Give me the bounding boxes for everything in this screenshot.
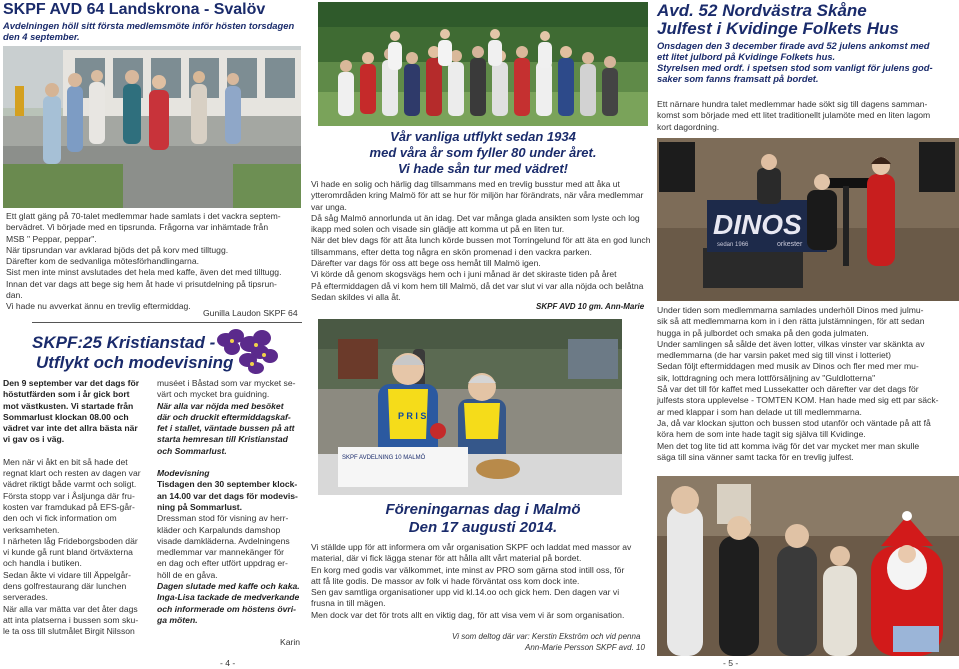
- paragraph-line: material, där vi fick lägga stenar för att hålla allt vårt material på bordet.: [311, 553, 582, 564]
- paragraph-line: an 14.00 var det dags för modevis-: [157, 490, 298, 501]
- paragraph-line: bervädret. Vi började med en tipsrunda. Frågorna var inhämtade från: [6, 222, 269, 233]
- page-number-right: - 5 -: [723, 658, 739, 668]
- article-title-utflykt-line2: med våra år som fyller 80 under året.: [369, 145, 597, 160]
- right-subtitle: [657, 40, 959, 84]
- section-title-kristianstad: SKPF:25 Kristianstad -: [32, 333, 216, 352]
- paragraph-line: ytteromrdåden kring Malmö för att se hur för miljön har förändrats, när våra medlemmar: [311, 190, 644, 201]
- paragraph-line: sik så att medlemmarna kom in i den rätta julstämningen, för att sedan: [657, 316, 925, 327]
- paragraph-line: Dressman stod för visning av herr-: [157, 513, 289, 524]
- left-col1: [3, 378, 150, 638]
- paragraph-line: Dagen slutade med kaffe och kaka.: [157, 581, 300, 592]
- paragraph-line: När alla var mätta var det åter dags: [3, 603, 138, 614]
- paragraph-line: och handla i butiken.: [3, 558, 82, 569]
- paragraph-line: vi gav os i väg.: [3, 434, 65, 445]
- paragraph-line: visade damkläderna. Avdelningens: [157, 535, 290, 546]
- article-title-foreningarnas-dag: Föreningarnas dag i Malmö: [385, 501, 581, 518]
- paragraph-line: Därefter kom de sedvanliga mötesförhandlingarna.: [6, 256, 199, 267]
- signature-ann-marie: SKPF AVD 10 gm. Ann-Marie: [536, 302, 645, 311]
- paragraph-line: Sedan följt eftermiddagen med musik av Dinos och fler med mer mu-: [657, 361, 919, 372]
- paragraph-line: Tisdagen den 30 september klock-: [157, 479, 298, 490]
- caption-line-2: Ann-Marie Persson SKPF avd. 10: [525, 643, 645, 652]
- paragraph-line: ga möten.: [157, 614, 198, 625]
- paragraph-line: Den 9 september var det dags för: [3, 378, 140, 388]
- left-subtitle: Avdelningen höll sitt första medlemsmöte inför hösten torsdagen den 4 september.: [3, 20, 295, 42]
- paragraph-line: komst som började med ett litet traditionellt julamöte med en liten lagom: [657, 110, 931, 121]
- paragraph-line: I närheten låg Frideborgsboden där: [3, 535, 138, 546]
- paragraph-line: vädret var inte det allra bästa när: [3, 423, 138, 434]
- paragraph-line: hugga in på julbordet och smaka på den goda julmaten.: [657, 327, 869, 338]
- caption-line-1: Vi som deltog där var: Kerstin Ekström och vid penna: [452, 632, 641, 641]
- paragraph-line: säga till sina vänner samt tacka för en trevlig julfest.: [657, 451, 854, 462]
- page-title-left: SKPF AVD 64 Landskrona - Svalöv: [3, 1, 266, 18]
- paragraph-line: Sedan skildes vi alla åt.: [311, 291, 401, 302]
- signature-gunilla: Gunilla Laudon SKPF 64: [203, 308, 298, 318]
- paragraph-line: Så var det till för kaffet med Lussekatter och därefter var det dags för: [657, 384, 919, 395]
- paragraph-line: Ett glatt gäng på 70-talet medlemmar hade samlats i det vackra septem-: [6, 211, 281, 221]
- paragraph-line: ikapp med solen och visade sin glädje att komma ut på en liten tur.: [311, 224, 565, 235]
- left-body: [6, 211, 302, 313]
- paragraph-line: Då såg Malmö annorlunda ut än idag. Det var många glada ansikten som lyste och log: [311, 212, 640, 223]
- paragraph-line: ar med klappar i som han delade ut till medlemmarna.: [657, 406, 862, 417]
- paragraph-line: mot västkusten. Vi startade från: [3, 400, 134, 411]
- paragraph-line: var unga.: [311, 201, 347, 212]
- paragraph-line: Men när vi åkt en bit så hade det: [3, 456, 128, 467]
- paragraph-line: Vi hade nu avverkat ännu en trevlig eftermiddag.: [6, 301, 191, 312]
- left-col2: [157, 378, 303, 626]
- paragraph-line: Därefter var dags för oss att bege oss hemåt till Malmö igen.: [311, 258, 541, 269]
- paragraph-line: Men det tog lite tid att komma iväg för det var mycket mer man skulle: [657, 440, 920, 451]
- subheading-modevisning: Modevisning: [157, 468, 210, 479]
- subtitle-line: Onsdagen den 3 december firade avd 52 julens ankomst med: [657, 40, 930, 51]
- paragraph-line: Ja, då var klockan sjutton och bussen stod utanför och väntade på att få: [657, 417, 931, 428]
- right-heading-julfest: Julfest i Kvidinge Folkets Hus: [657, 19, 899, 38]
- paragraph-line: Vi ställde upp för att informera om vår organisation SKPF och laddat med massor av: [311, 542, 632, 552]
- photo-band-dinos: [657, 138, 959, 301]
- paragraph-line: På eftermiddagen då vi kom hem till Malmö, då det var slut vi var alla nöjda och belåtna: [311, 280, 644, 291]
- article-title-utflykt: Vår vanliga utflykt sedan 1934: [390, 129, 576, 144]
- paragraph-line: MSB " Peppar, peppar".: [6, 233, 97, 244]
- paragraph-line: starta hemresan till Kristianstad: [157, 434, 288, 445]
- paragraph-line: Första stopp var i Åsljunga där fru-: [3, 490, 135, 501]
- article-title-foreningarnas-dag-date: Den 17 augusti 2014.: [408, 519, 558, 536]
- paragraph-line: höstutfärden som i år gick bort: [3, 389, 130, 400]
- paragraph-line: den och vi fick information om: [3, 513, 117, 524]
- paragraph-line: och informerade om höstens övri-: [157, 603, 296, 614]
- band-since: sedan 1966: [717, 242, 749, 248]
- middle-body: [311, 179, 651, 303]
- paragraph-line: kosten var framdukad på EFS-går-: [3, 501, 135, 512]
- paragraph-line: muséet i Båstad som var mycket se-: [157, 378, 296, 388]
- paragraph-line: köra hem de som inte hade tagit sig själva till Kvidinge.: [657, 429, 866, 440]
- paragraph-line: En korg med godis var välkommet, inte minst av PRO som gärna stod intill oss, för: [311, 564, 625, 575]
- paragraph-line: Under samlingen så sålde det även lotter, vilkas vinster var skänkta av: [657, 338, 925, 349]
- photo-members-outdoors: [3, 46, 301, 208]
- right-intro: [657, 99, 959, 133]
- paragraph-line: När alla var nöjda med besöket: [157, 400, 284, 411]
- middle-body2: [311, 542, 651, 621]
- signature-karin: Karin: [280, 637, 301, 647]
- paragraph-line: kort dagordning.: [657, 121, 720, 132]
- paragraph-line: vi kunde gå runt bland örtväxterna: [3, 547, 133, 558]
- subtitle-line: Styrelsen med ordf. i spetsen stod som vanligt för julens god-: [657, 62, 933, 73]
- paragraph-line: fet i stallet, väntade bussen på att: [157, 423, 295, 434]
- paragraph-line: verksamheten.: [3, 524, 60, 535]
- paragraph-line: en dag och efter utfört uppdrag er-: [157, 558, 288, 569]
- paragraph-line: Sist men inte minst avslutades det hela med kaffe, även det med tilltugg.: [6, 267, 282, 278]
- paragraph-line: Inga-Lisa tackade de medverkande: [157, 592, 300, 603]
- paragraph-line: Sommarlust klockan 08.00 och: [3, 411, 129, 422]
- vest-label: P R I S: [398, 411, 427, 421]
- booth-label: SKPF AVDELNING 10 MALMÖ: [342, 455, 426, 461]
- paragraph-line: höll de en gåva.: [157, 569, 218, 580]
- paragraph-line: regnat klart och resten av dagen var: [3, 468, 141, 479]
- band-name: DINOS: [713, 209, 802, 240]
- paragraph-line: julfests stora upplevelse - TOMTEN KOM. Han hade med sig ett par säck-: [657, 395, 939, 406]
- paragraph-line: ning på Sommarlust.: [157, 501, 242, 512]
- photo-booth-malmo: [318, 319, 622, 495]
- right-body: [657, 305, 959, 463]
- paragraph-line: När tipsrundan var avklarad bjöds det på korv med tilltugg.: [6, 244, 229, 255]
- paragraph-line: medlemmar var mannekänger för: [157, 547, 285, 558]
- paragraph-line: Vi hade en solig och härlig dag tillsammans med en trevlig busstur med att åka ut: [311, 179, 620, 189]
- paragraph-line: Ett närnare hundra talet medlemmar hade sökt sig till dagens samman-: [657, 99, 928, 109]
- paragraph-line: Men dock var det för trots allt en viktig dag, för att visa vem vi är som organisation.: [311, 609, 625, 620]
- paragraph-line: medlemmarna (de har varsin paket med sig till vinst i lotteriet): [657, 350, 892, 361]
- photo-tomten: [657, 476, 959, 656]
- paragraph-line: frusna in till mägen.: [311, 598, 386, 609]
- paragraph-line: att inta platserna i bussen som sku-: [3, 614, 139, 625]
- paragraph-line: kläder och Karpalunds damshop: [157, 524, 281, 535]
- paragraph-line: dens golfrestaurang där lunchen: [3, 581, 127, 592]
- paragraph-line: där och druckit eftermiddagskaf-: [157, 411, 291, 422]
- paragraph-line: värt och mycket bra guidning.: [157, 389, 270, 400]
- paragraph-line: serverades.: [3, 592, 48, 603]
- subtitle-line: saker som fanns framsatt på bordet.: [657, 73, 819, 84]
- paragraph-line: Sen gav samtliga organisationer upp vid kl.14.oo och gick hem. Den dagen var vi: [311, 587, 620, 598]
- divider: [32, 322, 302, 323]
- right-heading-avd52: Avd. 52 Nordvästra Skåne: [657, 1, 867, 20]
- paragraph-line: dan.: [6, 290, 23, 301]
- page-number-left: - 4 -: [220, 658, 236, 668]
- band-sub: orkester: [777, 241, 803, 248]
- paragraph-line: När det blev dags för att åta lunch körde bussen mot Torringelund för att äta en god lunch: [311, 235, 651, 246]
- paragraph-line: vädret riktigt både varmt och soligt.: [3, 479, 137, 490]
- paragraph-line: le ta oss till slutmålet Birgit Nilsson: [3, 626, 135, 637]
- paragraph-line: Sedan åkte vi vidare till Äppelgår-: [3, 569, 132, 580]
- paragraph-line: Vi körde då genom skogsvägs hem och i juni månad är det skiraste tiden på året: [311, 269, 617, 280]
- paragraph-line: Innan det var dags att bege sig hem åt hade vi prisutdelning på tipsrun-: [6, 278, 277, 289]
- paragraph-line: sik, lottdragning och mera lottförsäljning av "Guldlotterna": [657, 372, 876, 383]
- photo-group-outing: [318, 2, 648, 126]
- section-subtitle-utflykt: Utflykt och modevisning: [36, 353, 234, 372]
- paragraph-line: och Sommarlust.: [157, 445, 227, 456]
- paragraph-line: Under tiden som medlemmarna samlades underhöll Dinos med julmu-: [657, 305, 924, 315]
- subtitle-line: ett litet julbord på Kvidinge Folkets hus.: [657, 51, 836, 62]
- paragraph-line: tillsammans, efter detta tog några en skön promenad i den vackra parken.: [311, 246, 592, 257]
- paragraph-line: att få lite godis. De massor av folk vi hade förväntat oss kom dock inte.: [311, 575, 580, 586]
- article-title-utflykt-line3: Vi hade sån tur med vädret!: [397, 161, 568, 176]
